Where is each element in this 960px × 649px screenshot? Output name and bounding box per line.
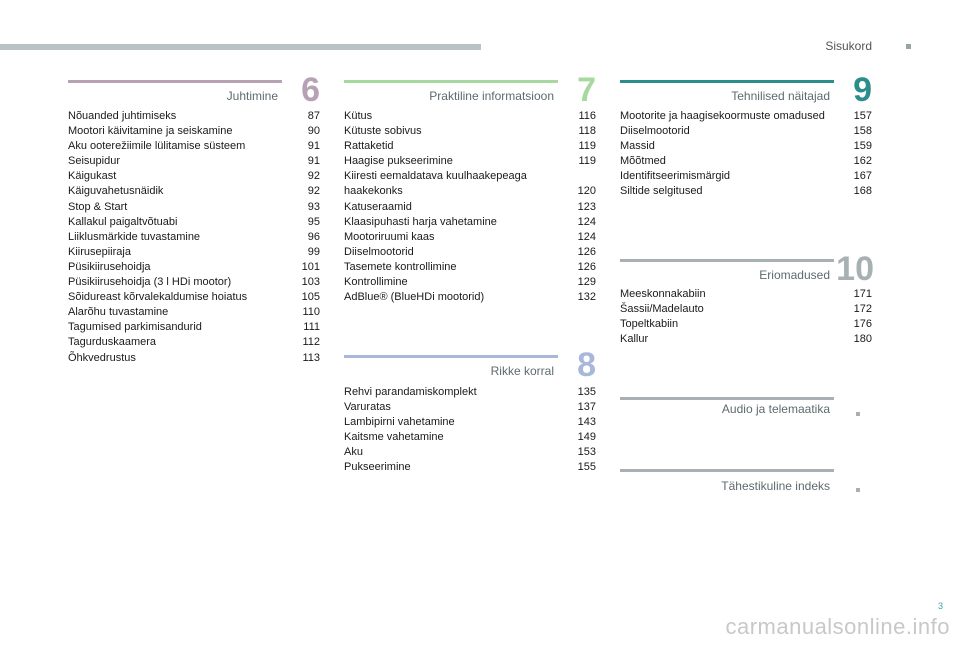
- section-bar: [344, 80, 558, 83]
- toc-entry[interactable]: Aku ooterežiimile lülitamise süsteem 91: [68, 140, 320, 153]
- toc-entry[interactable]: Massid 159: [620, 140, 872, 153]
- section-bar: [620, 259, 834, 262]
- section-number: 8: [577, 346, 596, 384]
- section-bar: [344, 355, 558, 358]
- toc-list: [344, 109, 596, 305]
- toc-entry[interactable]: Varuratas 137: [344, 401, 596, 414]
- toc-entry[interactable]: Aku 153: [344, 446, 596, 459]
- section-number: 7: [577, 71, 596, 109]
- section-bar: [620, 397, 834, 400]
- toc-entry[interactable]: Tasemete kontrollimine 126: [344, 260, 596, 273]
- section-dot: [856, 488, 860, 492]
- toc-entry[interactable]: Kiirusepiiraja 99: [68, 245, 320, 258]
- page-header-title: Sisukord: [825, 39, 872, 53]
- toc-list: [620, 287, 872, 347]
- section-title: Audio ja telemaatika: [721, 402, 830, 416]
- section-title: Tehnilised näitajad: [731, 89, 830, 103]
- toc-entry[interactable]: Diiselmootorid 158: [620, 125, 872, 138]
- toc-entry[interactable]: Kallakul paigaltvõtuabi 95: [68, 215, 320, 228]
- section-title: Juhtimine: [226, 89, 278, 103]
- toc-entry[interactable]: Tagumised parkimisandurid 111: [68, 321, 320, 334]
- toc-entry[interactable]: Mootorite ja haagisekoormuste omadused 157: [620, 110, 872, 122]
- section-number: 6: [301, 71, 320, 109]
- toc-entry[interactable]: Katuseraamid 123: [344, 200, 596, 213]
- section-bar: [68, 80, 282, 83]
- toc-entry[interactable]: Liiklusmärkide tuvastamine 96: [68, 230, 320, 243]
- top-divider-bar: [0, 44, 481, 50]
- toc-entry[interactable]: Diiselmootorid 126: [344, 245, 596, 258]
- section-title: Tähestikuline indeks: [721, 479, 830, 493]
- section-index[interactable]: [620, 469, 872, 493]
- toc-entry[interactable]: Kiiresti eemaldatava kuulhaakepeaga haakekonks 120: [344, 170, 596, 198]
- toc-entry[interactable]: Klaasipuhasti harja vahetamine 124: [344, 215, 596, 228]
- toc-entry[interactable]: Käiguvahetusnäidik 92: [68, 185, 320, 198]
- toc-entry[interactable]: Mõõtmed 162: [620, 155, 872, 168]
- toc-entry[interactable]: Püsikiirusehoidja 101: [68, 260, 320, 273]
- toc-entry[interactable]: Sõidureast kõrvalekaldumise hoiatus 105: [68, 291, 320, 304]
- toc-list: [620, 109, 872, 200]
- section-bar: [620, 80, 834, 83]
- toc-entry[interactable]: Mootoriruumi kaas 124: [344, 230, 596, 243]
- toc-list: [68, 109, 320, 366]
- section-dot: [856, 412, 860, 416]
- section-number: 10: [836, 250, 874, 288]
- toc-entry[interactable]: Tagurduskaamera 112: [68, 336, 320, 349]
- toc-entry[interactable]: Kontrollimine 129: [344, 276, 596, 289]
- toc-entry[interactable]: Topeltkabiin 176: [620, 318, 872, 331]
- toc-entry[interactable]: Rattaketid 119: [344, 140, 596, 153]
- section-title: Praktiline informatsioon: [429, 89, 554, 103]
- toc-entry[interactable]: Rehvi parandamiskomplekt 135: [344, 386, 596, 398]
- toc-entry[interactable]: Alarõhu tuvastamine 110: [68, 306, 320, 319]
- toc-entry[interactable]: Õhkvedrustus 113: [68, 351, 320, 364]
- toc-entry[interactable]: Seisupidur 91: [68, 155, 320, 168]
- toc-entry[interactable]: Püsikiirusehoidja (3 l HDi mootor) 103: [68, 276, 320, 289]
- toc-entry[interactable]: Kütus 116: [344, 110, 596, 122]
- toc-entry[interactable]: Siltide selgitused 168: [620, 185, 872, 198]
- toc-entry[interactable]: Käigukast 92: [68, 170, 320, 183]
- toc-entry[interactable]: Haagise pukseerimine 119: [344, 155, 596, 168]
- toc-entry[interactable]: AdBlue® (BlueHDi mootorid) 132: [344, 291, 596, 304]
- section-number: 9: [853, 71, 872, 109]
- toc-entry[interactable]: Pukseerimine 155: [344, 461, 596, 474]
- toc-entry[interactable]: Mootori käivitamine ja seiskamine 90: [68, 125, 320, 138]
- toc-entry[interactable]: Lambipirni vahetamine 143: [344, 416, 596, 429]
- page-number: 3: [938, 601, 944, 611]
- toc-entry[interactable]: Kallur 180: [620, 333, 872, 346]
- toc-list: [344, 385, 596, 476]
- header-dot: [906, 44, 911, 49]
- section-title: Eriomadused: [759, 268, 830, 282]
- toc-entry[interactable]: Kaitsme vahetamine 149: [344, 431, 596, 444]
- toc-entry[interactable]: Nõuanded juhtimiseks 87: [68, 110, 320, 122]
- toc-entry[interactable]: Šassii/Madelauto 172: [620, 303, 872, 316]
- section-bar: [620, 469, 834, 472]
- toc-entry[interactable]: Kütuste sobivus 118: [344, 125, 596, 138]
- toc-entry[interactable]: Meeskonnakabiin 171: [620, 288, 872, 300]
- toc-entry[interactable]: Stop & Start 93: [68, 200, 320, 213]
- section-title: Rikke korral: [490, 364, 554, 378]
- watermark: carmanualsonline.info: [725, 614, 950, 639]
- toc-entry[interactable]: Identifitseerimismärgid 167: [620, 170, 872, 183]
- section-audio[interactable]: [620, 397, 872, 421]
